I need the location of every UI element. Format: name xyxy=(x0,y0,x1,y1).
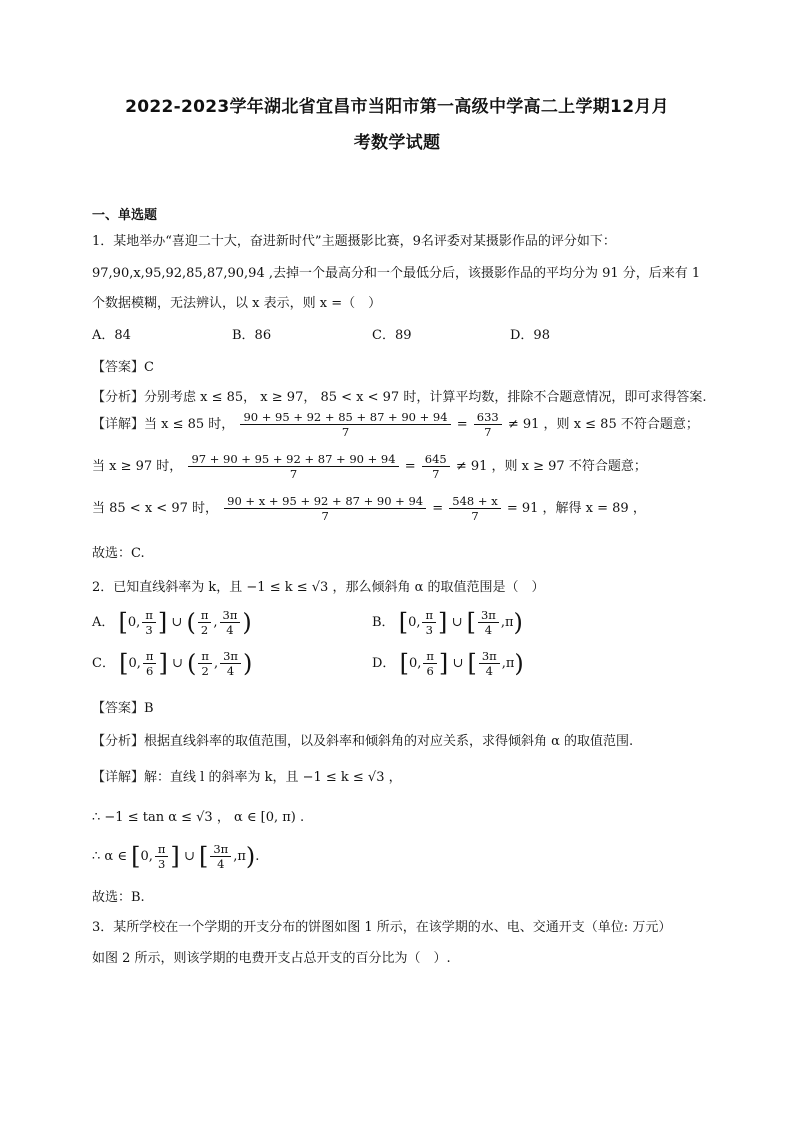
equals-sign: = xyxy=(404,459,416,474)
q1-detail-line1 xyxy=(92,410,699,439)
denominator: 4 xyxy=(485,664,493,678)
math-text: , xyxy=(213,615,218,630)
fraction xyxy=(423,649,437,678)
math-text: ,π xyxy=(501,656,515,671)
denominator: 7 xyxy=(484,425,492,439)
numerator: 645 xyxy=(422,452,450,467)
union-sign: ∪ xyxy=(171,615,183,630)
denominator: 4 xyxy=(226,623,234,637)
math-text: 0, xyxy=(127,615,141,630)
q1-option-c: C．89 xyxy=(372,328,412,343)
denominator: 2 xyxy=(200,623,209,637)
q1-stem-line1: 1．某地举办“喜迎二十大，奋进新时代”主题摄影比赛，9名评委对某摄影作品的评分如下： xyxy=(92,234,616,249)
answer-tag: 【答案】 xyxy=(92,360,145,375)
numerator: π xyxy=(142,608,156,623)
numerator: π xyxy=(422,608,436,623)
bracket: [ xyxy=(399,649,409,678)
denominator: 7 xyxy=(341,425,350,439)
detail-tag: 【详解】 xyxy=(92,417,145,432)
math-text: 0, xyxy=(140,849,153,864)
option-label: A． xyxy=(92,615,115,630)
numerator: 90 + 95 + 92 + 85 + 87 + 90 + 94 xyxy=(240,410,450,425)
fraction xyxy=(422,608,436,637)
fraction xyxy=(142,608,156,637)
numerator: 97 + 90 + 95 + 92 + 87 + 90 + 94 xyxy=(188,452,398,467)
denominator: 7 xyxy=(432,467,440,481)
bracket: ) xyxy=(242,649,253,678)
bracket: [ xyxy=(119,649,129,678)
fraction xyxy=(240,410,450,439)
q1-stem-line3: 个数据模糊，无法辨认，以 x 表示，则 x =（ ） xyxy=(92,296,382,311)
q2-detail-line2: ∴ −1 ≤ tan α ≤ √3 ， α ∈ [0, π) . xyxy=(92,810,305,825)
q2-conclusion: 故选：B. xyxy=(92,890,145,905)
denominator: 4 xyxy=(226,664,235,678)
detail-text: = 91 ，解得 x = 89 ， xyxy=(506,501,646,516)
section-heading: 一、单选题 xyxy=(92,208,158,223)
detail-text: 当 x ≥ 97 时， xyxy=(92,459,183,474)
fraction xyxy=(224,494,426,523)
numerator: π xyxy=(198,608,212,623)
q1-stem-line2: 97,90,x,95,92,85,87,90,94 ,去掉一个最高分和一个最低分后，该摄影作品的平均分为 91 分，后来有 1 xyxy=(92,266,701,281)
bracket: ( xyxy=(187,649,197,678)
detail-text: ≠ 91 ，则 x ≥ 97 不符合题意； xyxy=(455,459,647,474)
numerator: 90 + x + 95 + 92 + 87 + 90 + 94 xyxy=(224,494,426,509)
bracket: [ xyxy=(398,608,409,637)
option-label: B． xyxy=(372,615,395,630)
detail-text: ≠ 91 ，则 x ≤ 85 不符合题意； xyxy=(507,417,699,432)
numerator: 3π xyxy=(478,608,499,623)
q3-stem-line2: 如图 2 所示，则该学期的电费开支占总开支的百分比为（ ）. xyxy=(92,951,451,966)
detail-text: 当 85 < x < 97 时， xyxy=(92,501,218,516)
denominator: 3 xyxy=(145,623,153,637)
answer-value: C xyxy=(144,360,154,375)
math-text: 0, xyxy=(408,615,421,630)
fraction xyxy=(198,649,212,678)
bracket: [ xyxy=(118,608,128,637)
q2-answer xyxy=(92,697,154,716)
fraction xyxy=(220,608,241,637)
option-label: C． xyxy=(92,656,115,671)
bracket: ] xyxy=(157,608,168,637)
numerator: 3π xyxy=(220,608,241,623)
bracket: [ xyxy=(131,842,141,871)
numerator: π xyxy=(155,842,169,857)
q1-option-d: D．98 xyxy=(510,328,550,343)
q2-option-d xyxy=(372,649,524,678)
denominator: 7 xyxy=(321,509,329,523)
page-title: 2022-2023学年湖北省宜昌市当阳市第一高级中学高二上学期12月月 xyxy=(125,97,669,117)
q1-detail-line2 xyxy=(92,452,647,481)
analysis-text: 分别考虑 x ≤ 85， x ≥ 97， 85 < x < 97 时，计算平均数，排除不合题意情况，即可求得答案. xyxy=(144,390,707,405)
page-title-line2: 考数学试题 xyxy=(353,133,441,153)
denominator: 7 xyxy=(471,509,479,523)
bracket: ) xyxy=(513,608,523,637)
bracket: ] xyxy=(170,842,180,871)
q2-option-a xyxy=(92,608,252,637)
denominator: 3 xyxy=(157,857,166,871)
q2-detail-line1 xyxy=(92,766,402,785)
denominator: 7 xyxy=(289,467,298,481)
numerator: π xyxy=(423,649,437,664)
equals-sign: = xyxy=(432,501,444,516)
union-sign: ∪ xyxy=(183,849,195,864)
numerator: 3π xyxy=(479,649,500,664)
q2-detail-line3 xyxy=(92,842,259,871)
fraction xyxy=(422,452,450,481)
union-sign: ∪ xyxy=(171,656,183,671)
math-text: ∴ α ∈ xyxy=(92,849,127,864)
math-text: ,π xyxy=(500,615,514,630)
option-label: D． xyxy=(372,656,396,671)
q1-option-a: A．84 xyxy=(92,328,131,343)
bracket: ) xyxy=(514,649,524,678)
math-text: ,π xyxy=(233,849,246,864)
denominator: 4 xyxy=(217,857,225,871)
bracket: ] xyxy=(438,608,448,637)
q1-detail-line3 xyxy=(92,494,646,523)
q1-option-b: B．86 xyxy=(232,328,272,343)
q1-conclusion: 故选：C. xyxy=(92,546,145,561)
fraction xyxy=(478,608,499,637)
fraction xyxy=(155,842,169,871)
fraction xyxy=(143,649,157,678)
detail-text: 解：直线 l 的斜率为 k，且 −1 ≤ k ≤ √3 ， xyxy=(144,770,402,785)
denominator: 6 xyxy=(145,664,154,678)
q2-option-b xyxy=(372,608,523,637)
numerator: π xyxy=(143,649,157,664)
math-text: . xyxy=(255,849,260,864)
bracket: ) xyxy=(245,842,256,871)
q2-option-c xyxy=(92,649,252,678)
q2-stem: 2．已知直线斜率为 k，且 −1 ≤ k ≤ √3 ，那么倾斜角 α 的取值范围是（ ） xyxy=(92,580,545,595)
fraction xyxy=(449,494,500,523)
numerator: π xyxy=(198,649,212,664)
detail-tag: 【详解】 xyxy=(92,770,145,785)
numerator: 3π xyxy=(220,649,241,664)
bracket: ] xyxy=(438,649,449,678)
bracket: ] xyxy=(158,649,168,678)
denominator: 6 xyxy=(426,664,434,678)
q1-answer xyxy=(92,356,154,375)
q1-analysis xyxy=(92,386,706,405)
analysis-text: 根据直线斜率的取值范围，以及斜率和倾斜角的对应关系，求得倾斜角 α 的取值范围. xyxy=(144,734,634,749)
q2-analysis xyxy=(92,730,633,749)
q3-stem-line1: 3．某所学校在一个学期的开支分布的饼图如图 1 所示，在该学期的水、电、交通开支（单位: 万元） xyxy=(92,920,672,935)
analysis-tag: 【分析】 xyxy=(92,390,145,405)
math-text: 0, xyxy=(408,656,422,671)
answer-value: B xyxy=(144,701,154,716)
analysis-tag: 【分析】 xyxy=(92,734,145,749)
fraction xyxy=(479,649,500,678)
fraction xyxy=(220,649,241,678)
fraction xyxy=(474,410,502,439)
denominator: 4 xyxy=(484,623,493,637)
numerator: 633 xyxy=(474,410,502,425)
fraction xyxy=(188,452,398,481)
math-text: , xyxy=(213,656,219,671)
denominator: 2 xyxy=(201,664,209,678)
numerator: 548 + x xyxy=(449,494,500,509)
fraction xyxy=(198,608,212,637)
bracket: [ xyxy=(467,649,477,678)
detail-text: 当 x ≤ 85 时， xyxy=(144,417,235,432)
bracket: ) xyxy=(242,608,252,637)
numerator: 3π xyxy=(210,842,231,857)
bracket: [ xyxy=(198,842,209,871)
denominator: 3 xyxy=(425,623,433,637)
union-sign: ∪ xyxy=(452,656,464,671)
answer-tag: 【答案】 xyxy=(92,701,145,716)
bracket: [ xyxy=(466,608,476,637)
fraction xyxy=(210,842,231,871)
math-text: 0, xyxy=(128,656,141,671)
bracket: ( xyxy=(186,608,196,637)
equals-sign: = xyxy=(456,417,468,432)
union-sign: ∪ xyxy=(451,615,463,630)
